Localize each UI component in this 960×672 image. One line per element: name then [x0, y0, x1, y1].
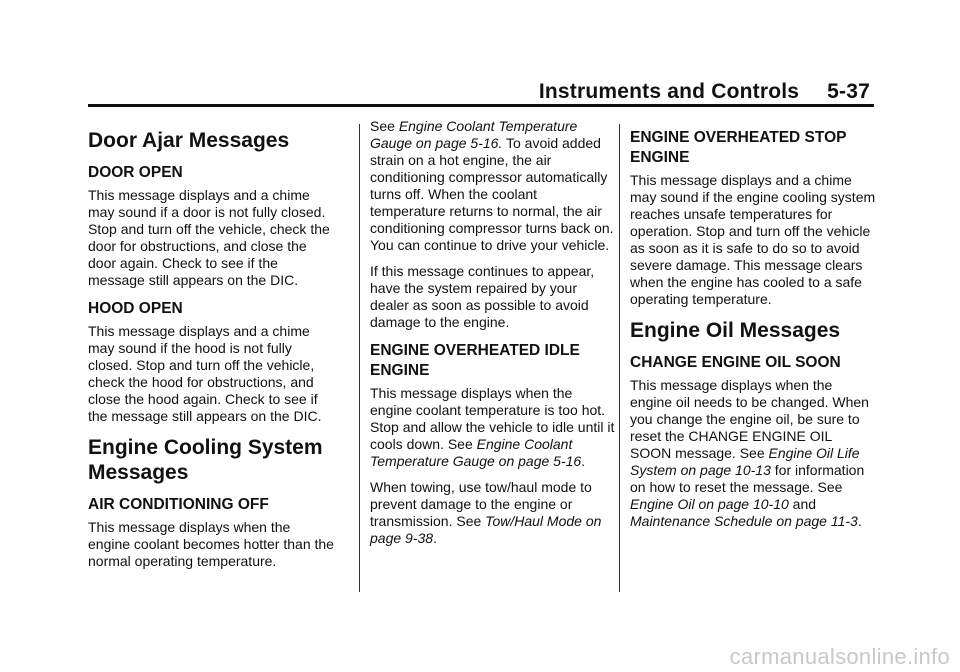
column-1 [88, 118, 334, 579]
link-coolant-gauge-2[interactable]: Engine Coolant Temperature Gauge on page 5-16 [370, 436, 582, 469]
text: This message displays when the engine oil needs to be changed. When you change the engine oil, be sure to reset the CHANGE ENGINE OIL SOON message. See [630, 377, 869, 461]
para-ac-off: This message displays when the engine coolant becomes hotter than the normal operating temperature. [88, 519, 334, 569]
para-ac-continued [370, 118, 616, 254]
heading-engine-oil: Engine Oil Messages [630, 319, 841, 342]
text: and [788, 496, 817, 512]
text: . [433, 530, 437, 546]
watermark: carmanualsonline.info [729, 644, 950, 669]
text: This message displays when the engine coolant temperature is too hot. Stop and allow the vehicle to idle until it cools down. See [370, 385, 615, 452]
heading-door-ajar: Door Ajar Messages [88, 129, 290, 152]
subheading-change-oil: CHANGE ENGINE OIL SOON [630, 354, 841, 371]
subheading-door-open: DOOR OPEN [88, 164, 183, 181]
link-tow-haul[interactable]: Tow/Haul Mode on page 9-38 [370, 513, 602, 546]
page-header [88, 80, 874, 104]
text: When towing, use tow/haul mode to prevent damage to the engine or transmission. See [370, 479, 592, 529]
para-towing [370, 479, 616, 547]
text: for information on how to reset the message. See [630, 462, 865, 495]
para-overheated-stop: This message displays and a chime may sound if the engine cooling system reaches unsafe temperatures for operation. Stop and turn off the vehicle as soon as it is safe to do so to avoid severe damage. This message clears when the engine has cooled to a safe operating temperature. [630, 172, 876, 307]
para-door-open: This message displays and a chime may sound if a door is not fully closed. Stop and turn off the vehicle, check the door for obstructions, and close the door again. Check to see if the message still appears on the DIC. [88, 187, 330, 288]
link-engine-oil[interactable]: Engine Oil on page 10-10 [630, 496, 789, 512]
para-overheated-idle [370, 385, 616, 470]
subheading-hood-open: HOOD OPEN [88, 300, 183, 317]
subheading-overheated-idle: ENGINE OVERHEATED IDLE ENGINE [370, 342, 580, 379]
link-maintenance[interactable]: Maintenance Schedule on page 11-3 [630, 513, 858, 529]
para-hood-open: This message displays and a chime may sound if the hood is not fully closed. Stop and turn off the vehicle, check the hood for obstructions, and close the hood again. Check to see if the message still appears on the DIC. [88, 323, 322, 424]
text: . [857, 513, 862, 529]
header-text [539, 80, 870, 104]
column-3 [630, 118, 876, 539]
link-oil-life[interactable]: Engine Oil Life System on page 10-13 [630, 445, 860, 478]
text: . [581, 453, 586, 469]
para-change-oil [630, 377, 876, 530]
para-repair: If this message continues to appear, have the system repaired by your dealer as soon as possible to avoid damage to the engine. [370, 263, 595, 330]
header-section: Instruments and Controls [538, 80, 800, 103]
text: See [370, 118, 399, 134]
header-rule [88, 104, 874, 107]
column-divider-1 [359, 124, 360, 592]
subheading-ac-off: AIR CONDITIONING OFF [88, 496, 269, 513]
column-2 [370, 118, 616, 556]
header-page-number: 5-37 [827, 80, 870, 103]
heading-engine-cooling: Engine Cooling System Messages [88, 436, 323, 484]
column-divider-2 [619, 124, 620, 592]
link-coolant-gauge[interactable]: Engine Coolant Temperature Gauge on page 5-16. [370, 118, 578, 151]
subheading-overheated-stop: ENGINE OVERHEATED STOP ENGINE [630, 129, 847, 166]
text: To avoid added strain on a hot engine, the air conditioning compressor automatically turns off. When the coolant temperature returns to normal, the air conditioning compressor turns back on. You can continue to drive your vehicle. [370, 135, 614, 253]
